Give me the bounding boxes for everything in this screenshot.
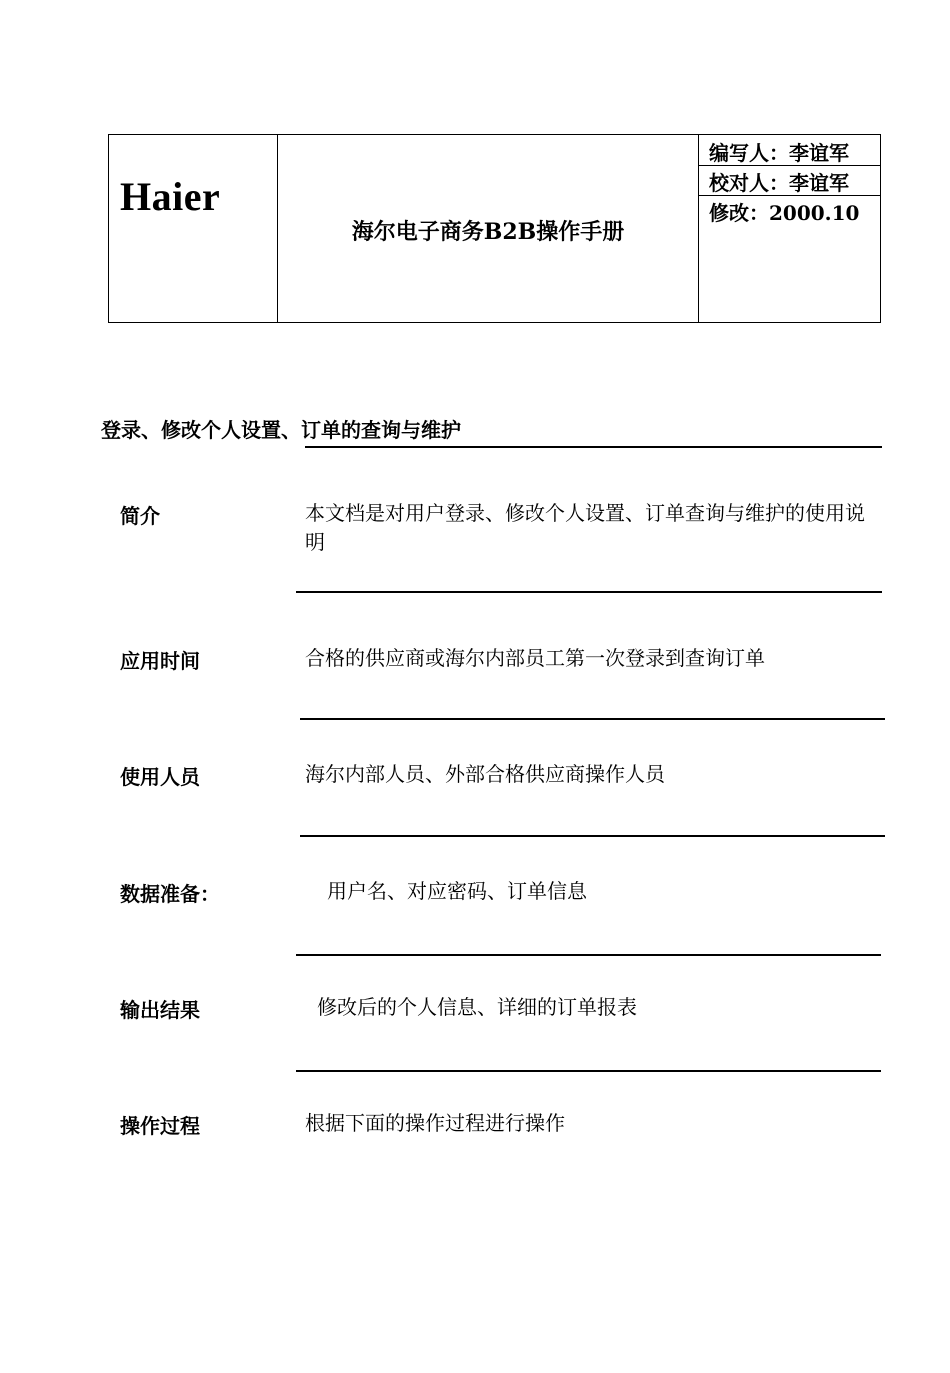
row-divider bbox=[296, 954, 881, 956]
haier-logo: Haier bbox=[120, 174, 221, 219]
row-value-output: 修改后的个人信息、详细的订单报表 bbox=[317, 995, 637, 1019]
meta-cell bbox=[699, 135, 881, 323]
row-divider bbox=[300, 835, 885, 837]
row-label-intro: 简介 bbox=[120, 504, 160, 528]
row-value-data-preparation: 用户名、对应密码、订单信息 bbox=[327, 879, 587, 903]
row-divider bbox=[296, 591, 882, 593]
row-label-data-preparation: 数据准备： bbox=[120, 882, 220, 906]
row-value-procedure: 根据下面的操作过程进行操作 bbox=[305, 1111, 565, 1135]
row-value-intro: 本文档是对用户登录、修改个人设置、订单查询与维护的使用说明 bbox=[305, 501, 865, 554]
logo-cell bbox=[109, 135, 278, 323]
heading-rule bbox=[305, 446, 882, 448]
revision-line: 修改：2000.10 bbox=[709, 201, 860, 225]
section-heading: 登录、修改个人设置、订单的查询与维护 bbox=[101, 418, 461, 442]
author-line: 编写人：李谊军 bbox=[699, 137, 880, 166]
row-label-output: 输出结果 bbox=[120, 998, 200, 1022]
row-label-users: 使用人员 bbox=[120, 765, 200, 789]
title-cell bbox=[278, 135, 699, 323]
row-label-procedure: 操作过程 bbox=[120, 1114, 200, 1138]
row-divider bbox=[300, 718, 885, 720]
document-title: 海尔电子商务B2B操作手册 bbox=[351, 219, 625, 245]
row-value-users: 海尔内部人员、外部合格供应商操作人员 bbox=[305, 762, 665, 786]
reviewer-line: 校对人：李谊军 bbox=[699, 167, 880, 196]
row-divider bbox=[296, 1070, 881, 1072]
row-label-application-time: 应用时间 bbox=[120, 649, 200, 673]
row-value-application-time: 合格的供应商或海尔内部员工第一次登录到查询订单 bbox=[305, 646, 765, 670]
document-header-table bbox=[108, 134, 881, 323]
